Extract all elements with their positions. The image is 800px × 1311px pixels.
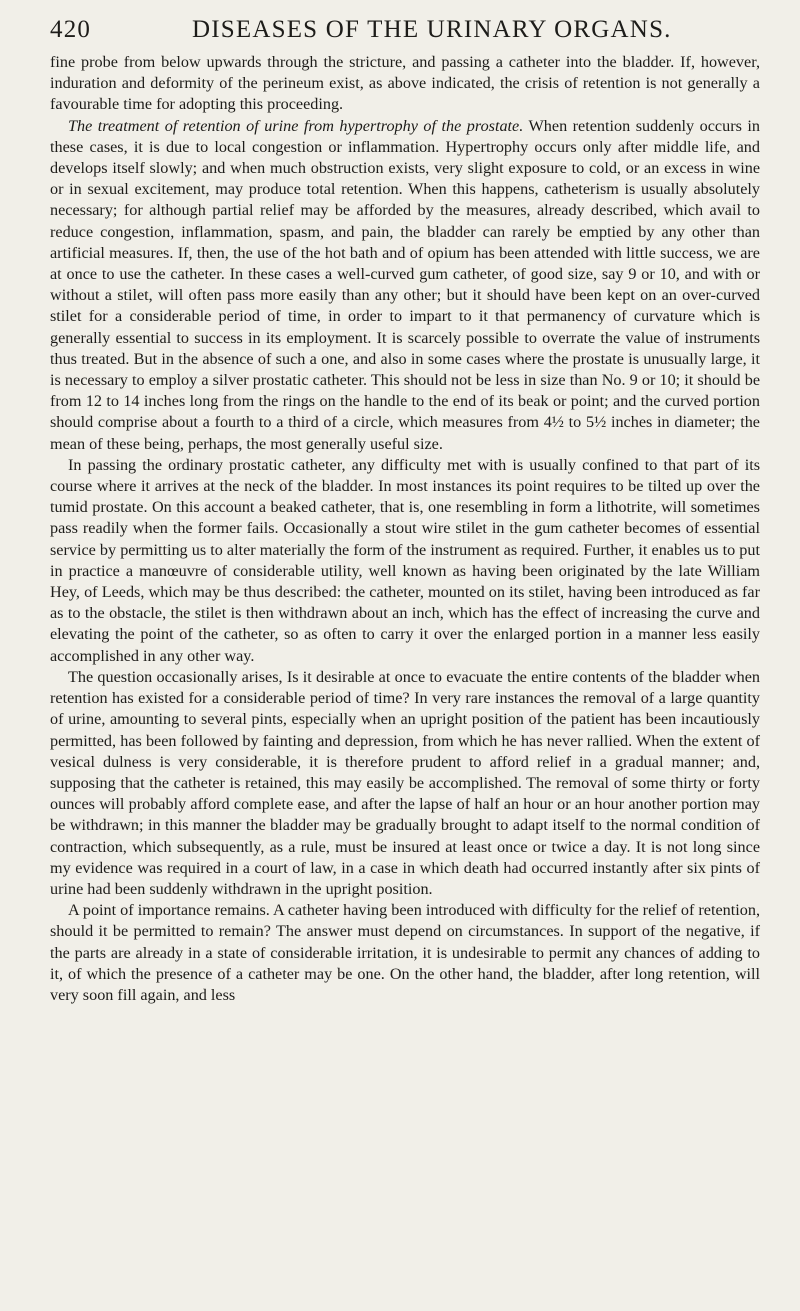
body-text [50,52,760,1006]
paragraph-text: When retention suddenly occurs in these cases, it is due to local congestion or inflammation. Hypertrophy occurs only after middle life, and develops itself slowly; and when much obstruction exists, very slight exposure to cold, or an excess in wine or in sexual excitement, may produce total retention. When this happens, catheterism is usually absolutely necessary; for although partial relief may be afforded by the measures, already described, which avail to reduce congestion, inflammation, spasm, and pain, the bladder can rarely be emptied by any other than artificial measures. If, then, the use of the hot bath and of opium has been attended with little success, we are at once to use the catheter. In these cases a well-curved gum catheter, of good size, say 9 or 10, and with or without a stilet, will often pass more easily than any other; but it should have been kept on an over-curved stilet for a considerable period of time, in order to impart to it that permanency of curvature which is generally essential to success in its employment. It is scarcely possible to overrate the value of instruments thus treated. But in the absence of such a one, and also in some cases where the prostate is unusually large, it is necessary to employ a silver prostatic catheter. This should not be less in size than No. 9 or 10; it should be from 12 to 14 inches long from the rings on the handle to the end of its beak or point; and the curved portion should comprise about a fourth to a third of a circle, which measures from 4½ to 5½ inches in diameter; the mean of these being, perhaps, the most generally useful size. [50,116,760,453]
paragraph: A point of importance remains. A catheter having been introduced with difficulty for the relief of retention, should it be permitted to remain? The answer must depend on circumstances. In support of the negative, if the parts are already in a state of considerable irritation, it is undesirable to permit any chances of adding to it, of which the presence of a catheter may be one. On the other hand, the bladder, after long retention, will very soon fill again, and less [50,901,760,1004]
running-header [50,16,760,44]
paragraph: The question occasionally arises, Is it desirable at once to evacuate the entire contents of the bladder when retention has existed for a considerable period of time? In very rare instances the removal of a large quantity of urine, amounting to several pints, especially when an upright position of the patient has been incautiously permitted, has been followed by fainting and depression, from which he has never rallied. When the extent of vesical dulness is very considerable, it is therefore prudent to afford relief in a gradual manner; and, supposing that the catheter is retained, this may easily be accomplished. The removal of some thirty or forty ounces will probably afford complete ease, and after the lapse of half an hour or an hour another portion may be withdrawn; in this manner the bladder may be gradually brought to adapt itself to the normal condition of contraction, which subsequently, as a rule, must be insured at least once or twice a day. It is not long since my evidence was required in a court of law, in a case in which death had occurred instantly after six pints of urine had been suddenly withdrawn in the upright position. [50,667,760,898]
running-title: DISEASES OF THE URINARY ORGANS. [192,16,672,43]
page-number: 420 [50,16,92,43]
italic-lead: The treatment of retention of urine from hypertrophy of the prostate. [68,116,524,135]
paragraph [50,116,760,455]
paragraph: fine probe from below upwards through the stricture, and passing a catheter into the bladder. If, however, induration and deformity of the perineum exist, as above indicated, the crisis of retention is not generally a favourable time for adopting this proceeding. [50,53,760,114]
paragraph: In passing the ordinary prostatic catheter, any difficulty met with is usually confined to that part of its course where it arrives at the neck of the bladder. In most instances its point requires to be tilted up over the tumid prostate. On this account a beaked catheter, that is, one resembling in form a lithotrite, will sometimes pass readily when the former fails. Occasionally a stout wire stilet in the gum catheter becomes of essential service by permitting us to alter materially the form of the instrument as required. Further, it enables us to put in practice a manœuvre of considerable utility, well known as having been originated by the late William Hey, of Leeds, which may be thus described: the catheter, mounted on its stilet, having been introduced as far as to the obstacle, the stilet is then withdrawn about an inch, which has the effect of increasing the curve and elevating the point of the catheter, so as often to carry it over the enlarged portion in a manner less easily accomplished in any other way. [50,455,760,665]
